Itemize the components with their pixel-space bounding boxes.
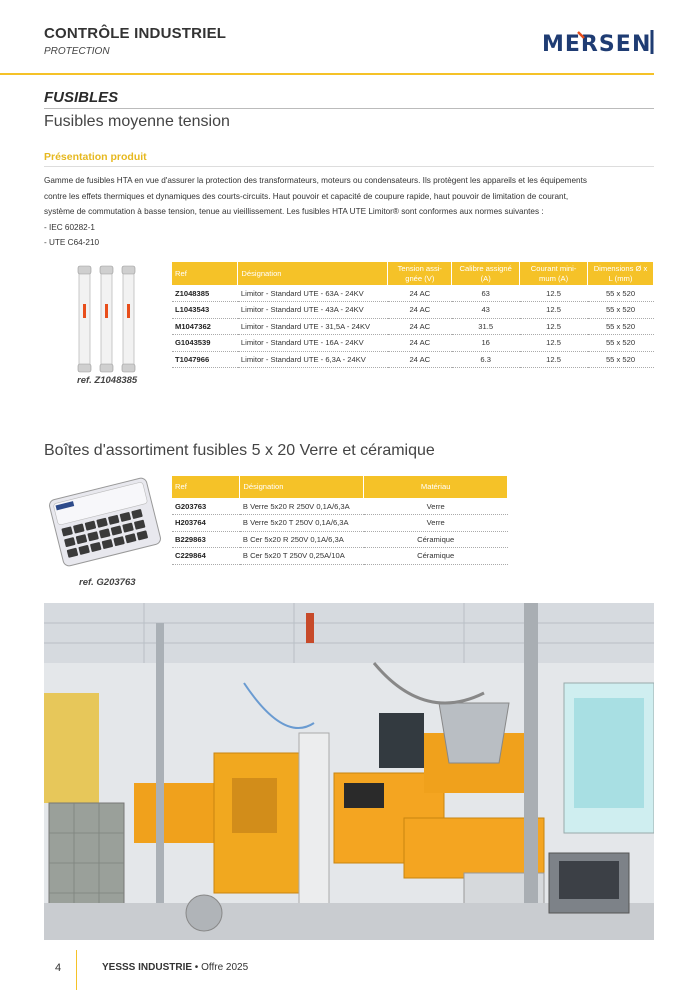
cell-dimensions: 55 x 520 — [588, 335, 654, 352]
cell-min-current: 12.5 — [520, 302, 588, 319]
cell-material: Céramique — [364, 548, 508, 565]
cell-ref: C229864 — [172, 548, 240, 565]
table-row — [172, 498, 508, 515]
cell-min-current: 12.5 — [520, 351, 588, 368]
table-row — [172, 285, 654, 302]
cell-voltage: 24 AC — [388, 318, 452, 335]
table-row — [172, 351, 654, 368]
col-header-designation: Désignation — [240, 476, 364, 498]
fuses-table — [172, 262, 654, 368]
table-row — [172, 318, 654, 335]
description-line: Gamme de fusibles HTA en vue d'assurer la protection des transformateurs, moteurs ou condensateurs. Ils protègent les appareils et les équipements — [44, 176, 587, 185]
fuse-cartridge — [78, 266, 91, 372]
fuse-cartridge — [100, 266, 113, 372]
cell-ref: M1047362 — [172, 318, 238, 335]
table-row — [172, 531, 508, 548]
cell-designation: Limitor - Standard UTE - 43A - 24KV — [238, 302, 388, 319]
cell-min-current: 12.5 — [520, 335, 588, 352]
cell-rating: 6.3 — [452, 351, 520, 368]
cell-designation: Limitor - Standard UTE - 16A - 24KV — [238, 335, 388, 352]
cell-material: Céramique — [364, 531, 508, 548]
footer-brand: YESSS INDUSTRIE — [102, 962, 193, 973]
col-header-rating: Calibre assigné (A) — [452, 262, 520, 285]
cell-designation: B Cer 5x20 R 250V 0,1A/6,3A — [240, 531, 364, 548]
cell-designation: B Cer 5x20 T 250V 0,25A/10A — [240, 548, 364, 565]
cell-material: Verre — [364, 498, 508, 515]
cell-rating: 31.5 — [452, 318, 520, 335]
col-header-dimensions: Dimensions Ø x L (mm) — [588, 262, 654, 285]
description-line: système de commutation à basse tension, tenue au vieillissement. Les fusibles HTA UTE Limitor® sont conformes aux normes suivantes : — [44, 207, 544, 216]
cell-designation: Limitor - Standard UTE - 6,3A - 24KV — [238, 351, 388, 368]
cell-dimensions: 55 x 520 — [588, 351, 654, 368]
cell-dimensions: 55 x 520 — [588, 285, 654, 302]
fuse-cartridge — [122, 266, 135, 372]
cell-voltage: 24 AC — [388, 335, 452, 352]
cell-min-current: 12.5 — [520, 285, 588, 302]
header-subtitle: PROTECTION — [44, 46, 110, 57]
fuse-image-caption: ref. Z1048385 — [77, 375, 138, 386]
assortment-table — [172, 476, 508, 565]
cell-material: Verre — [364, 515, 508, 532]
fuse-product-image — [75, 264, 145, 374]
cell-designation: B Verre 5x20 R 250V 0,1A/6,3A — [240, 498, 364, 515]
col-header-voltage: Tension assi-gnée (V) — [388, 262, 452, 285]
footer-text — [102, 962, 248, 973]
table-row — [172, 515, 508, 532]
description-line: - UTE C64-210 — [44, 238, 100, 247]
cell-ref: T1047966 — [172, 351, 238, 368]
description-line: contre les effets thermiques et dynamiques des courts-circuits. Haut pouvoir et capacité de coupure rapide, haut pouvoir de limitation de courant, — [44, 191, 569, 201]
box-image-caption: ref. G203763 — [79, 577, 136, 588]
cell-dimensions: 55 x 520 — [588, 302, 654, 319]
cell-designation: Limitor - Standard UTE - 31,5A - 24KV — [238, 318, 388, 335]
presentation-label: Présentation produit — [44, 151, 147, 163]
cell-ref: B229863 — [172, 531, 240, 548]
table-header-row — [172, 476, 508, 498]
cell-ref: Z1048385 — [172, 285, 238, 302]
cell-ref: G203763 — [172, 498, 240, 515]
table-row — [172, 548, 508, 565]
cell-ref: L1043543 — [172, 302, 238, 319]
table-row — [172, 335, 654, 352]
cell-min-current: 12.5 — [520, 318, 588, 335]
cell-dimensions: 55 x 520 — [588, 318, 654, 335]
cell-voltage: 24 AC — [388, 302, 452, 319]
cell-designation: B Verre 5x20 T 250V 0,1A/6,3A — [240, 515, 364, 532]
assortment-box-image — [47, 466, 163, 578]
presentation-divider — [44, 166, 654, 167]
description-line: - IEC 60282-1 — [44, 222, 95, 232]
cell-ref: G1043539 — [172, 335, 238, 352]
svg-text:MERSE: MERSE — [542, 32, 632, 57]
industrial-machinery-photo — [44, 603, 654, 940]
section-subtitle-fuses: Fusibles moyenne tension — [44, 113, 230, 130]
footer-separator: • — [192, 962, 202, 973]
col-header-ref: Ref — [172, 476, 240, 498]
page-number: 4 — [55, 962, 62, 974]
cell-rating: 16 — [452, 335, 520, 352]
table-header-row — [172, 262, 654, 285]
cell-voltage: 24 AC — [388, 351, 452, 368]
section-title: FUSIBLES — [44, 89, 119, 106]
col-header-designation: Désignation — [238, 262, 388, 285]
col-header-ref: Ref — [172, 262, 238, 285]
cell-designation: Limitor - Standard UTE - 63A - 24KV — [238, 285, 388, 302]
cell-voltage: 24 AC — [388, 285, 452, 302]
svg-text:N: N — [632, 32, 652, 57]
page-header — [0, 0, 700, 76]
cell-ref: H203764 — [172, 515, 240, 532]
header-divider — [0, 73, 654, 75]
section-divider — [44, 108, 654, 109]
footer-divider — [76, 950, 77, 990]
col-header-material: Matériau — [364, 476, 508, 498]
cell-rating: 63 — [452, 285, 520, 302]
product-description — [44, 173, 654, 251]
cell-rating: 43 — [452, 302, 520, 319]
footer-offer: Offre 2025 — [201, 962, 249, 973]
section-subtitle-assortment: Boîtes d'assortiment fusibles 5 x 20 Verre et céramique — [44, 442, 435, 459]
header-title: CONTRÔLE INDUSTRIEL — [44, 25, 227, 42]
col-header-min-current: Courant mini-mum (A) — [520, 262, 588, 285]
table-row — [172, 302, 654, 319]
mersen-logo — [540, 28, 658, 58]
